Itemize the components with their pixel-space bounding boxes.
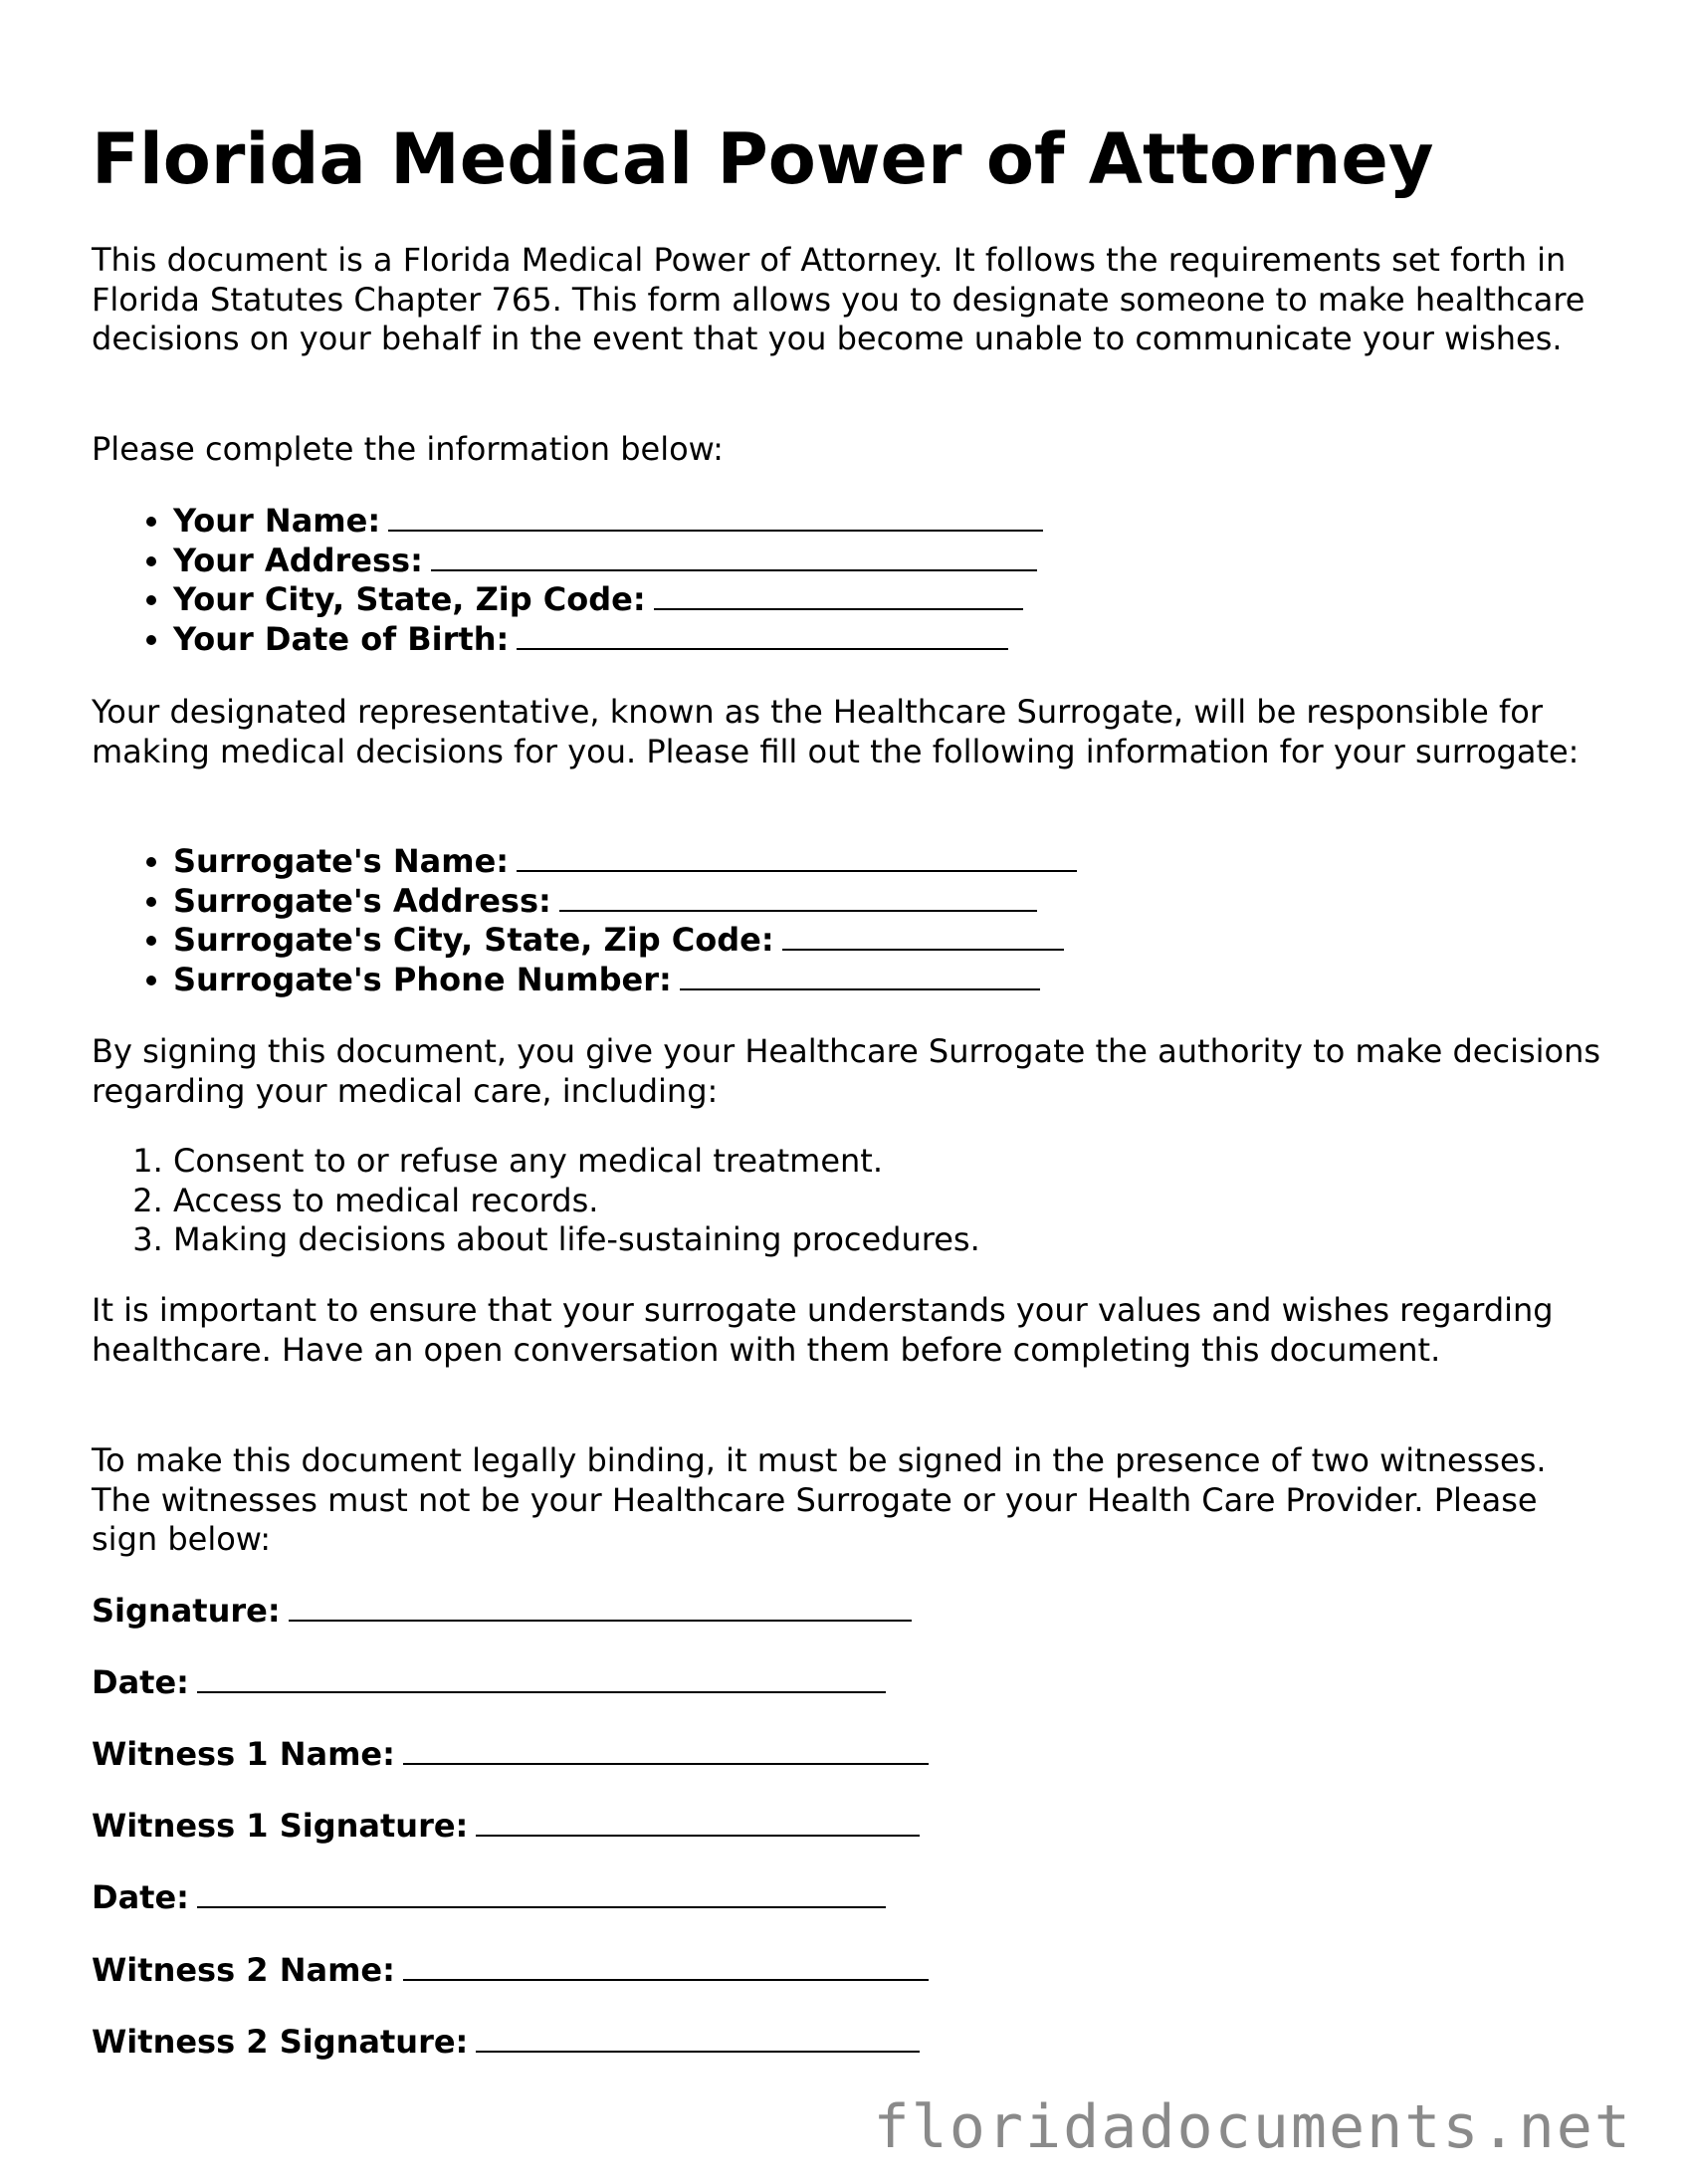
surrogate-info-list <box>92 842 1604 999</box>
surrogate-city-label: Surrogate's City, State, Zip Code: <box>173 921 774 959</box>
complete-prompt: Please complete the information below: <box>92 430 724 468</box>
authority-item: 2. Access to medical records. <box>173 1182 1604 1221</box>
surrogate-address-item <box>173 882 1604 922</box>
witness1-name-field[interactable] <box>403 1735 929 1765</box>
signature-field[interactable] <box>289 1592 912 1622</box>
date-row <box>92 1663 886 1703</box>
your-dob-item <box>173 620 1604 660</box>
surrogate-intro-paragraph: Your designated representative, known as the Healthcare Surrogate, will be responsible for making medical decisions for you. Please fill out the following information for your surrogate: <box>92 693 1580 770</box>
your-name-field[interactable] <box>388 502 1043 532</box>
signature-row <box>92 1592 912 1632</box>
witness1-signature-row <box>92 1807 920 1847</box>
witness2-name-field[interactable] <box>403 1951 929 1981</box>
surrogate-name-field[interactable] <box>517 842 1077 872</box>
document-title: Florida Medical Power of Attorney <box>92 118 1434 200</box>
authority-item: 3. Making decisions about life-sustaining procedures. <box>173 1220 1604 1260</box>
witness-date-row <box>92 1878 886 1918</box>
authority-intro-paragraph: By signing this document, you give your Healthcare Surrogate the authority to make decisions regarding your medical care, including: <box>92 1032 1601 1110</box>
witness1-signature-label: Witness 1 Signature: <box>92 1807 469 1845</box>
surrogate-name-label: Surrogate's Name: <box>173 842 510 880</box>
your-address-field[interactable] <box>431 542 1037 571</box>
authority-item: 1. Consent to or refuse any medical treatment. <box>173 1142 1604 1182</box>
surrogate-city-item <box>173 921 1604 961</box>
witness-date-field[interactable] <box>197 1878 886 1908</box>
witness2-signature-label: Witness 2 Signature: <box>92 2023 469 2061</box>
your-city-field[interactable] <box>654 580 1023 610</box>
surrogate-phone-item <box>173 961 1604 1000</box>
signature-label: Signature: <box>92 1592 281 1630</box>
your-dob-field[interactable] <box>517 620 1008 650</box>
surrogate-city-field[interactable] <box>782 921 1064 951</box>
values-note-paragraph: It is important to ensure that your surrogate understands your values and wishes regarding healthcare. Have an open conversation with them before completing this document. <box>92 1291 1554 1369</box>
surrogate-phone-label: Surrogate's Phone Number: <box>173 960 672 998</box>
witness2-name-row <box>92 1951 929 1991</box>
your-name-label: Your Name: <box>173 502 381 540</box>
date-field[interactable] <box>197 1663 886 1693</box>
witness2-name-label: Witness 2 Name: <box>92 1951 395 1989</box>
your-address-label: Your Address: <box>173 541 423 579</box>
watermark-text: floridadocuments.net <box>873 2092 1632 2162</box>
date-label: Date: <box>92 1663 189 1701</box>
witness-note-paragraph: To make this document legally binding, it must be signed in the presence of two witnesses. The witnesses must not be your Healthcare Surrogate or your Health Care Provider. Please sign below: <box>92 1441 1547 1558</box>
surrogate-address-label: Surrogate's Address: <box>173 881 551 920</box>
your-info-list <box>92 502 1604 659</box>
witness1-name-row <box>92 1735 929 1775</box>
your-dob-label: Your Date of Birth: <box>173 619 510 658</box>
authority-list <box>92 1142 1604 1260</box>
surrogate-address-field[interactable] <box>559 882 1037 912</box>
witness1-signature-field[interactable] <box>476 1807 920 1837</box>
surrogate-name-item <box>173 842 1604 882</box>
your-city-item <box>173 580 1604 620</box>
witness1-name-label: Witness 1 Name: <box>92 1735 395 1773</box>
your-address-item <box>173 542 1604 581</box>
your-name-item <box>173 502 1604 542</box>
witness-date-label: Date: <box>92 1878 189 1916</box>
witness2-signature-row <box>92 2023 920 2063</box>
your-city-label: Your City, State, Zip Code: <box>173 580 646 618</box>
witness2-signature-field[interactable] <box>476 2023 920 2053</box>
intro-paragraph: This document is a Florida Medical Power of Attorney. It follows the requirements set forth in Florida Statutes Chapter 765. This form allows you to designate someone to make healthcare decisions on your behalf in the event that you become unable to communicate your wishes. <box>92 241 1585 357</box>
surrogate-phone-field[interactable] <box>680 961 1040 990</box>
